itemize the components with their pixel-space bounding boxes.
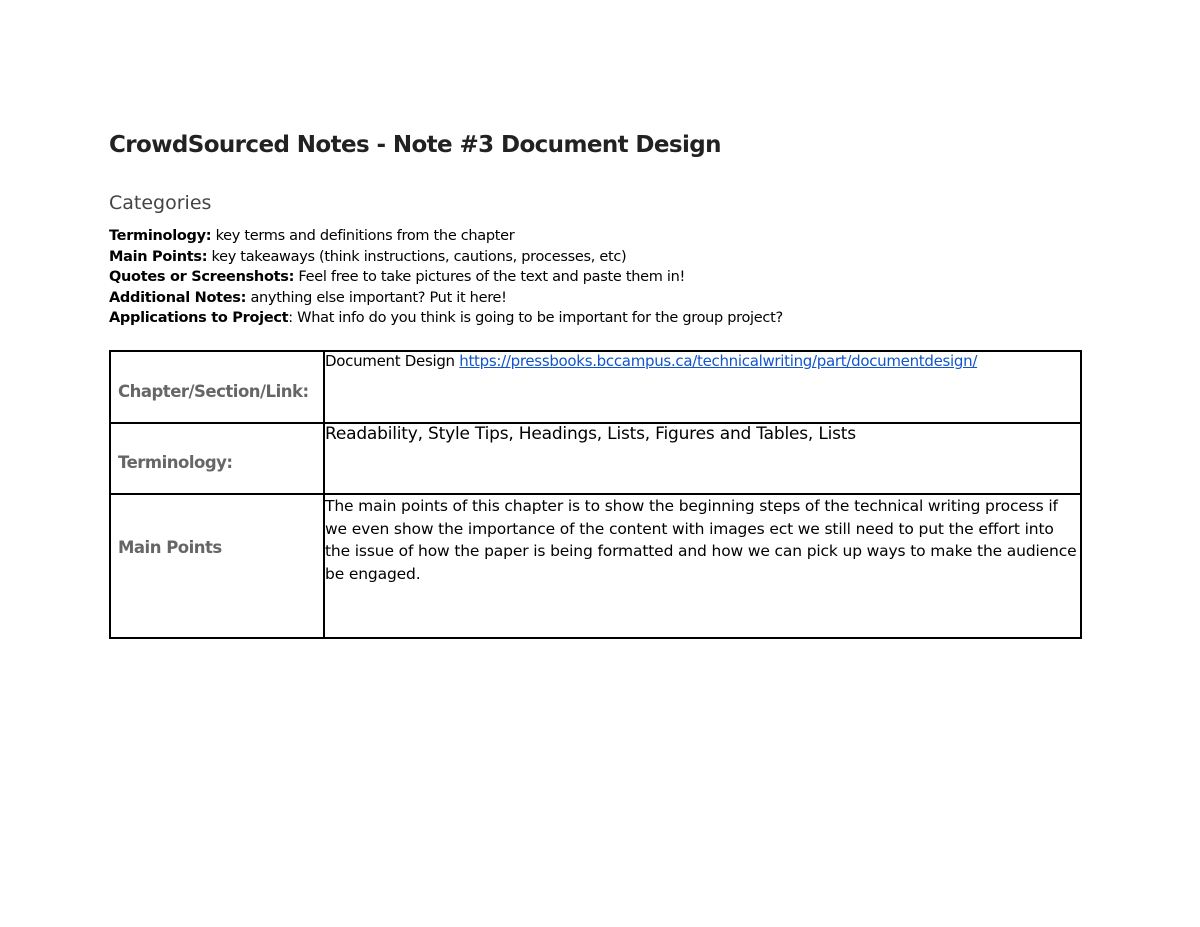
chapter-cell: [324, 351, 1081, 423]
category-description: Feel free to take pictures of the text and paste them in!: [294, 269, 685, 285]
chapter-label: Chapter/Section/Link:: [110, 351, 324, 423]
category-list: [109, 226, 783, 329]
notes-table: [109, 350, 1082, 639]
category-description: key terms and definitions from the chapter: [211, 228, 515, 244]
category-description: anything else important? Put it here!: [246, 289, 507, 306]
category-term: Main Points:: [109, 248, 208, 265]
table-row-terminology: [110, 423, 1081, 494]
category-item-main-points: [109, 247, 783, 268]
categories-heading: Categories: [109, 192, 212, 214]
category-item-additional-notes: [109, 288, 783, 309]
table-row-main-points: [110, 494, 1081, 638]
main-points-label: Main Points: [110, 494, 324, 638]
terminology-cell: Readability, Style Tips, Headings, Lists, Figures and Tables, Lists: [324, 423, 1081, 494]
chapter-link[interactable]: https://pressbooks.bccampus.ca/technicalwriting/part/documentdesign/: [459, 352, 978, 370]
category-term: Terminology:: [109, 228, 212, 244]
chapter-text: Document Design: [325, 352, 460, 370]
category-description: key takeaways (think instructions, cautions, processes, etc): [207, 248, 627, 265]
main-points-cell: The main points of this chapter is to show the beginning steps of the technical writing process if we even show the importance of the content with images ect we still need to put the effort into the issue of how the paper is being formatted and how we can pick up ways to make the audience be engaged.: [324, 494, 1081, 638]
category-item-terminology: [109, 226, 783, 247]
category-item-applications: [109, 308, 783, 329]
table-row-chapter: [110, 351, 1081, 423]
category-term: Applications to Project: [109, 310, 289, 326]
category-description: : What info do you think is going to be important for the group project?: [288, 310, 783, 326]
category-item-quotes: [109, 267, 783, 288]
category-term: Quotes or Screenshots:: [109, 269, 295, 285]
category-term: Additional Notes:: [109, 289, 247, 306]
document-title: CrowdSourced Notes - Note #3 Document Design: [109, 132, 721, 158]
terminology-label: Terminology:: [110, 423, 324, 494]
